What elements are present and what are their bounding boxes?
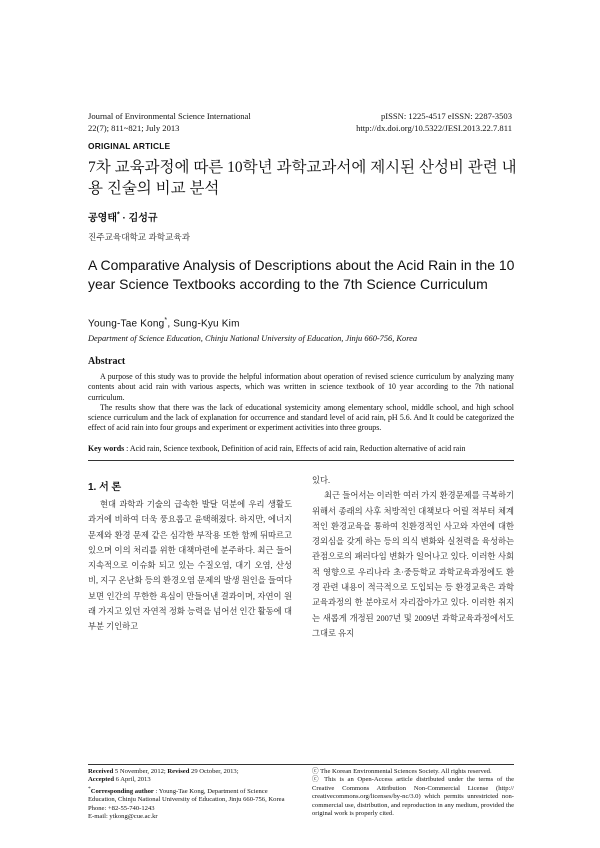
- corresponding-marker-en: *: [164, 317, 168, 324]
- corr-marker: *: [88, 785, 91, 792]
- footnote-dates-correspondence: [88, 768, 294, 822]
- abstract-body: [88, 372, 514, 434]
- keywords-label: Key words: [88, 444, 125, 453]
- abstract-heading: Abstract: [88, 356, 126, 367]
- corresponding-marker: *: [116, 211, 120, 219]
- intro-paragraph-2: 최근 들어서는 이러한 여러 가지 환경문제를 극복하기 위해서 종래의 사후 처방적인 대책보다 어릴 적부터 체계적인 환경교육을 통하여 친환경적인 사고와 자연에 대한 경외심을 갖게 하는 등의 의식 변화와 실천력을 육성하는 관점으로의 패러다임 변화가 일어나고 있다. 이러한 사회적 영향으로 우리나라 초·중등학교 과학교육과정에도 환경 관련 내용이 적극적으로 도입되는 등 환경교육은 과학교육과정의 한 분야로서 자리잡아가고 있다. 이러한 취지는 새롭게 개정된 2007년 및 2009년 과학교육과정에서도 그대로 유지: [312, 491, 514, 638]
- accepted-label: Accepted: [88, 776, 114, 784]
- authors-korean: [88, 209, 158, 224]
- email[interactable]: E-mail: ytkong@cue.ac.kr: [88, 813, 158, 821]
- intro-continuation: 있다.: [312, 476, 331, 485]
- intro-paragraph-1: 현대 과학과 기술의 급속한 발달 덕분에 우리 생활도 과거에 비하여 더욱 풍요롭고 윤택해졌다. 하지만, 에너지 문제와 환경 문제 같은 심각한 부작용 또한 함께 뒤따르고 있으며 이의 처리를 위한 대책마련에 분주하다. 최근 들어 지속적으로 이슈화 되고 있는 수질오염, 대기 오염, 산성비, 지구 온난화 등의 환경오염 문제의 발생 원인을 들여다보면 인간의 무한한 욕심이 만들어낸 결과이며, 자연이 원래 가지고 있던 자연적 정화 능력을 넘어선 인간 활동에 대부분 기인하고: [88, 500, 292, 632]
- journal-volume: 22(7); 811~821; July 2013: [88, 122, 180, 133]
- keywords: [88, 444, 514, 453]
- revised-date: 29 October, 2013;: [189, 768, 239, 775]
- author-first-kr: 공영태: [88, 213, 117, 224]
- affiliation-korean: 진주교육대학교 과학교육과: [88, 232, 191, 242]
- title-english: A Comparative Analysis of Descriptions about the Acid Rain in the 10 year Science Textbooks according to the 7th Science Curriculum: [88, 257, 515, 292]
- abstract-paragraph-1: A purpose of this study was to provide the helpful information about operation of revised science curriculum by analyzing many contents about acid rain with various aspects, which was written in science textbook of 10 year according to the 7th national curriculum.: [88, 372, 514, 402]
- keywords-text: : Acid rain, Science textbook, Definition of acid rain, Effects of acid rain, Reduction alternative of acid rain: [124, 444, 466, 453]
- copyright-notice: ⓒ The Korean Environmental Sciences Society. All rights reserved.: [312, 768, 492, 775]
- footnote-license: [312, 768, 514, 818]
- section-heading-introduction: 1. 서 론: [88, 482, 122, 493]
- corr-label: Corresponding author: [90, 788, 154, 795]
- accepted-date: 6 April, 2013: [114, 776, 151, 784]
- issn: pISSN: 1225-4517 eISSN: 2287-3503: [380, 111, 512, 121]
- journal-name: Journal of Environmental Science International: [88, 111, 251, 121]
- body-column-left: [88, 497, 292, 635]
- author-second-kr: 김성규: [128, 213, 158, 224]
- author-rest-en: , Sung-Kyu Kim: [167, 318, 240, 330]
- journal-header: [88, 111, 251, 134]
- title-korean: 7차 교육과정에 따른 10학년 과학교과서에 제시된 산성비 관련 내용 진술의 비교 분석: [88, 159, 517, 197]
- author-first-en: Young-Tae Kong: [88, 318, 165, 330]
- corresponding-author: [88, 785, 294, 805]
- article-type: ORIGINAL ARTICLE: [88, 141, 171, 151]
- corr-text: : Young-Tae Kong, Department of Science Education, Chinju National University of Education, Jinju 660-756, Korea: [88, 788, 285, 804]
- author-separator: ·: [119, 213, 129, 224]
- authors-english: [88, 317, 240, 329]
- journal-identifiers: [356, 111, 512, 134]
- footnote-divider: [88, 764, 514, 765]
- dates-line-2: [88, 776, 294, 784]
- phone: Phone: +82-55-740-1243: [88, 804, 155, 812]
- affiliation-english: Department of Science Education, Chinju National University of Education, Jinju 660-756, Korea: [88, 334, 418, 343]
- dates-line-1: [88, 768, 294, 776]
- license-notice: ⓒ This is an Open-Access article distributed under the terms of the Creative Commons Attribution Non-Commercial License (http:// creativecommons.org/licenses/by-nc/3.0) which permits unrestricted non-commercial use, distribution, and reproduction in any medium, provided the original work is properly cited.: [312, 776, 514, 818]
- revised-label: Revised: [167, 768, 190, 775]
- body-column-right: [312, 473, 514, 641]
- received-date: 5 November, 2012;: [113, 768, 168, 775]
- abstract-paragraph-2: The results show that there was the lack of educational systemicity among elementary school, middle school, and high school science curriculum and the lack of explanation for occurrence and standard level of acid rain, pH 5.6. And It could be categorized the effect of acid rain into four groups and experiment or experiment activities into three groups.: [88, 402, 514, 433]
- received-label: Received: [88, 768, 114, 775]
- keywords-divider: [88, 460, 514, 461]
- doi-link[interactable]: http://dx.doi.org/10.5322/JESI.2013.22.7.811: [356, 122, 512, 133]
